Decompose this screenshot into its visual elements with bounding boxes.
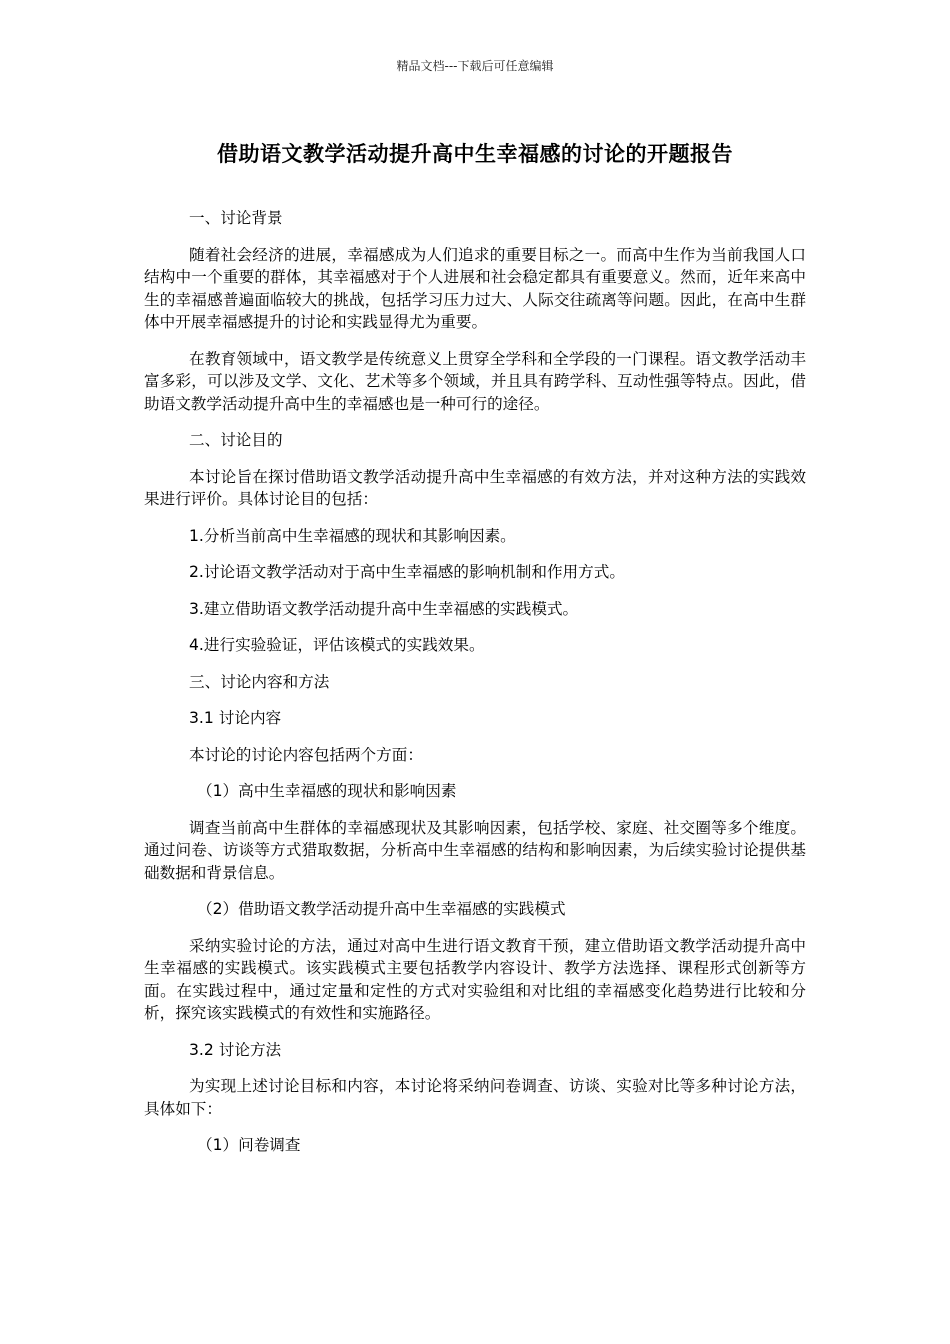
purpose-list-item: 4.进行实验验证，评估该模式的实践效果。 [189,636,485,654]
purpose-list-item: 1.分析当前高中生幸福感的现状和其影响因素。 [189,526,516,545]
paragraph-content-1: 调查当前高中生群体的幸福感现状及其影响因素，包括学校、家庭、社交圈等多个维度。通过问卷、访谈等方式猎取数据，分析高中生幸福感的结构和影响因素，为后续实验讨论提供基础数据和背景信息。 [144,818,806,882]
paragraph-purpose: 本讨论旨在探讨借助语文教学活动提升高中生幸福感的有效方法，并对这种方法的实践效果进行评价。具体讨论目的包括： [144,467,806,508]
subsection-heading-method: 3.2 讨论方法 [189,1040,282,1059]
paragraph-content-intro: 本讨论的讨论内容包括两个方面： [189,745,423,764]
document-body [144,207,806,1171]
subsection-heading-content: 3.1 讨论内容 [189,709,282,727]
content-subheading-1: （1）高中生幸福感的现状和影响因素 [197,782,457,800]
paragraph-method: 为实现上述讨论目标和内容，本讨论将采纳问卷调查、访谈、实验对比等多种讨论方法，具体如下： [144,1077,806,1118]
section-heading-background: 一、讨论背景 [189,209,283,227]
purpose-list-item: 3.建立借助语文教学活动提升高中生幸福感的实践模式。 [189,599,579,618]
document-title: 借助语文教学活动提升高中生幸福感的讨论的开题报告 [217,142,733,166]
section-heading-purpose: 二、讨论目的 [189,431,283,449]
paragraph-content-2: 采纳实验讨论的方法，通过对高中生进行语文教育干预，建立借助语文教学活动提升高中生幸福感的实践模式。该实践模式主要包括教学内容设计、教学方法选择、课程形式创新等方面。在实践过程中，通过定量和定性的方式对实验组和对比组的幸福感变化趋势进行比较和分析，探究该实践模式的有效性和实施路径。 [144,936,806,1022]
header-note: 精品文档---下载后可任意编辑 [396,59,554,73]
section-heading-content-method: 三、讨论内容和方法 [189,672,330,691]
paragraph-background-2: 在教育领域中，语文教学是传统意义上贯穿全学科和全学段的一门课程。语文教学活动丰富多彩，可以涉及文学、文化、艺术等多个领域，并且具有跨学科、互动性强等特点。因此，借助语文教学活动提升高中生的幸福感也是一种可行的途径。 [144,349,806,413]
method-subheading-1: （1）问卷调查 [197,1136,301,1154]
paragraph-background-1: 随着社会经济的进展，幸福感成为人们追求的重要目标之一。而高中生作为当前我国人口结构中一个重要的群体，其幸福感对于个人进展和社会稳定都具有重要意义。然而，近年来高中生的幸福感普遍面临较大的挑战，包括学习压力过大、人际交往疏离等问题。因此，在高中生群体中开展幸福感提升的讨论和实践显得尤为重要。 [144,245,806,331]
content-subheading-2: （2）借助语文教学活动提升高中生幸福感的实践模式 [197,900,566,918]
purpose-list-item: 2.讨论语文教学活动对于高中生幸福感的影响机制和作用方式。 [189,563,625,581]
